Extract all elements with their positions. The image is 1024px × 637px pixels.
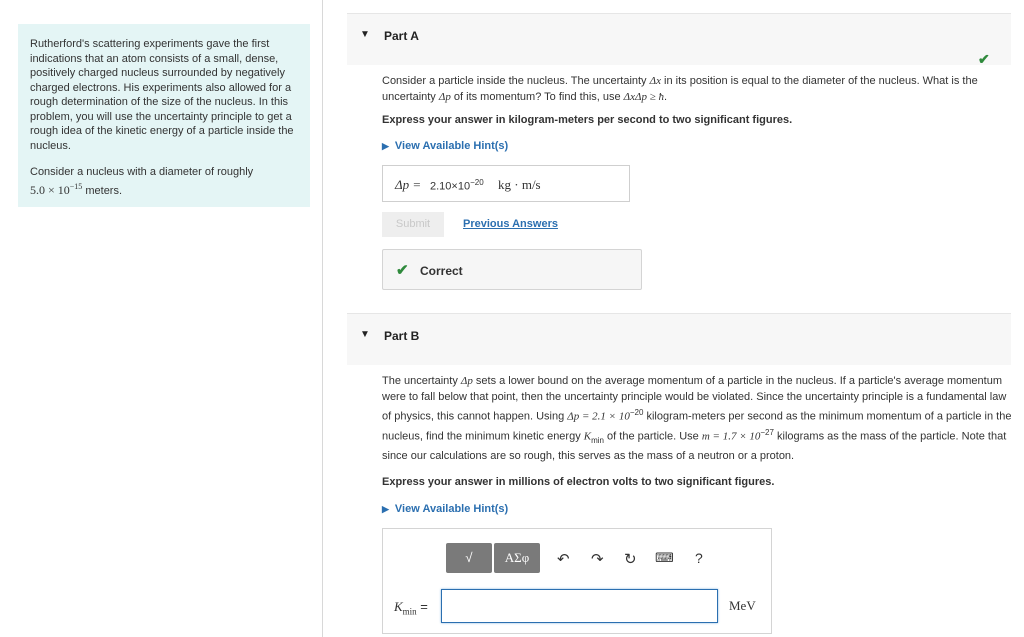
answer-unit: kg · m/s [498, 177, 541, 192]
collapse-triangle-icon[interactable]: ▼ [360, 329, 370, 340]
part-b-hint-link[interactable]: ▶ View Available Hint(s) [382, 503, 509, 515]
answer-value: $2.10\times 10^{-20}$ [430, 178, 484, 193]
part-a-complete-check-icon: ✔ [978, 51, 990, 67]
intro-paragraph-diameter [30, 165, 300, 198]
correct-label: Correct [420, 264, 463, 278]
previous-answers-link[interactable]: Previous Answers [463, 218, 558, 230]
symbols-button[interactable]: ΑΣφ [494, 543, 540, 573]
play-arrow-icon: ▶ [382, 141, 389, 151]
play-arrow-icon: ▶ [382, 504, 389, 514]
templates-button[interactable] [446, 543, 492, 573]
reset-icon[interactable]: ↻ [624, 551, 637, 568]
part-b-header[interactable] [347, 313, 1011, 365]
intro-diameter-text: Consider a nucleus with a diameter of roughly [30, 166, 254, 178]
part-a-instruction: Express your answer in kilogram-meters per second to two significant figures. [382, 114, 793, 126]
part-a-answer-box [382, 165, 630, 202]
diameter-value: $5.0 \times 10^{-15}$ [30, 181, 83, 197]
diameter-unit: meters. [82, 184, 123, 197]
part-b-question: The uncertainty Δp sets a lower bound on the average momentum of a particle in the nucleus. If a particle's average momentum were to fall below that point, then the uncertainty principle would be violated. Since the uncertainty principle is a fundamental law of physics, this cannot happen. Using $\Delta p = 2.1 \times 10^{-20}$ kilogram-meters per second as the minimum momentum of a particle in the nucleus, find the minimum kinetic energy $K_{min}$ of the particle. Use $m = 1.7 \times 10^{-27}$ kilograms as the mass of the particle. Note that since our calculations are so rough, this serves as the mass of a neutron or a proton. [382, 375, 1012, 462]
undo-icon[interactable]: ↶ [557, 551, 570, 568]
kmin-input[interactable] [441, 589, 718, 623]
answer-label: Δp = [395, 177, 422, 192]
collapse-triangle-icon[interactable]: ▼ [360, 29, 370, 40]
intro-panel [18, 24, 310, 207]
answer-editor [382, 528, 772, 634]
submit-button[interactable]: Submit [382, 212, 444, 237]
correct-feedback [382, 249, 642, 290]
part-a-header[interactable] [347, 13, 1011, 65]
part-a-question: Consider a particle inside the nucleus. The uncertainty Δx in its position is equal to the diameter of the nucleus. What is the uncertainty Δp of its momentum? To find this, use ΔxΔp ≥ ħ. [382, 75, 978, 103]
redo-icon[interactable]: ↷ [591, 551, 604, 568]
kmin-label: $K_{min}$ = [394, 599, 428, 617]
part-a-hint-link[interactable]: ▶ View Available Hint(s) [382, 140, 509, 152]
vertical-divider [322, 0, 323, 637]
intro-paragraph: Rutherford's scattering experiments gave the first indications that an atom consists of a small, dense, positively charged nucleus surrounded by negatively charged electrons. His experiments also allowed for a rough determination of the size of the nucleus. In this problem, you will use the uncertainty principle to get a rough idea of the kinetic energy of a particle inside the nucleus. [30, 38, 294, 152]
kmin-unit: MeV [729, 598, 756, 613]
part-b-title: Part B [384, 329, 420, 343]
part-b-instruction: Express your answer in millions of electron volts to two significant figures. [382, 476, 775, 488]
part-a-title: Part A [384, 29, 419, 43]
check-icon: ✔ [396, 262, 409, 279]
keyboard-icon[interactable]: ⌨ [655, 550, 674, 565]
square-root-template-icon: √ [465, 550, 473, 565]
help-button[interactable]: ? [695, 550, 703, 566]
